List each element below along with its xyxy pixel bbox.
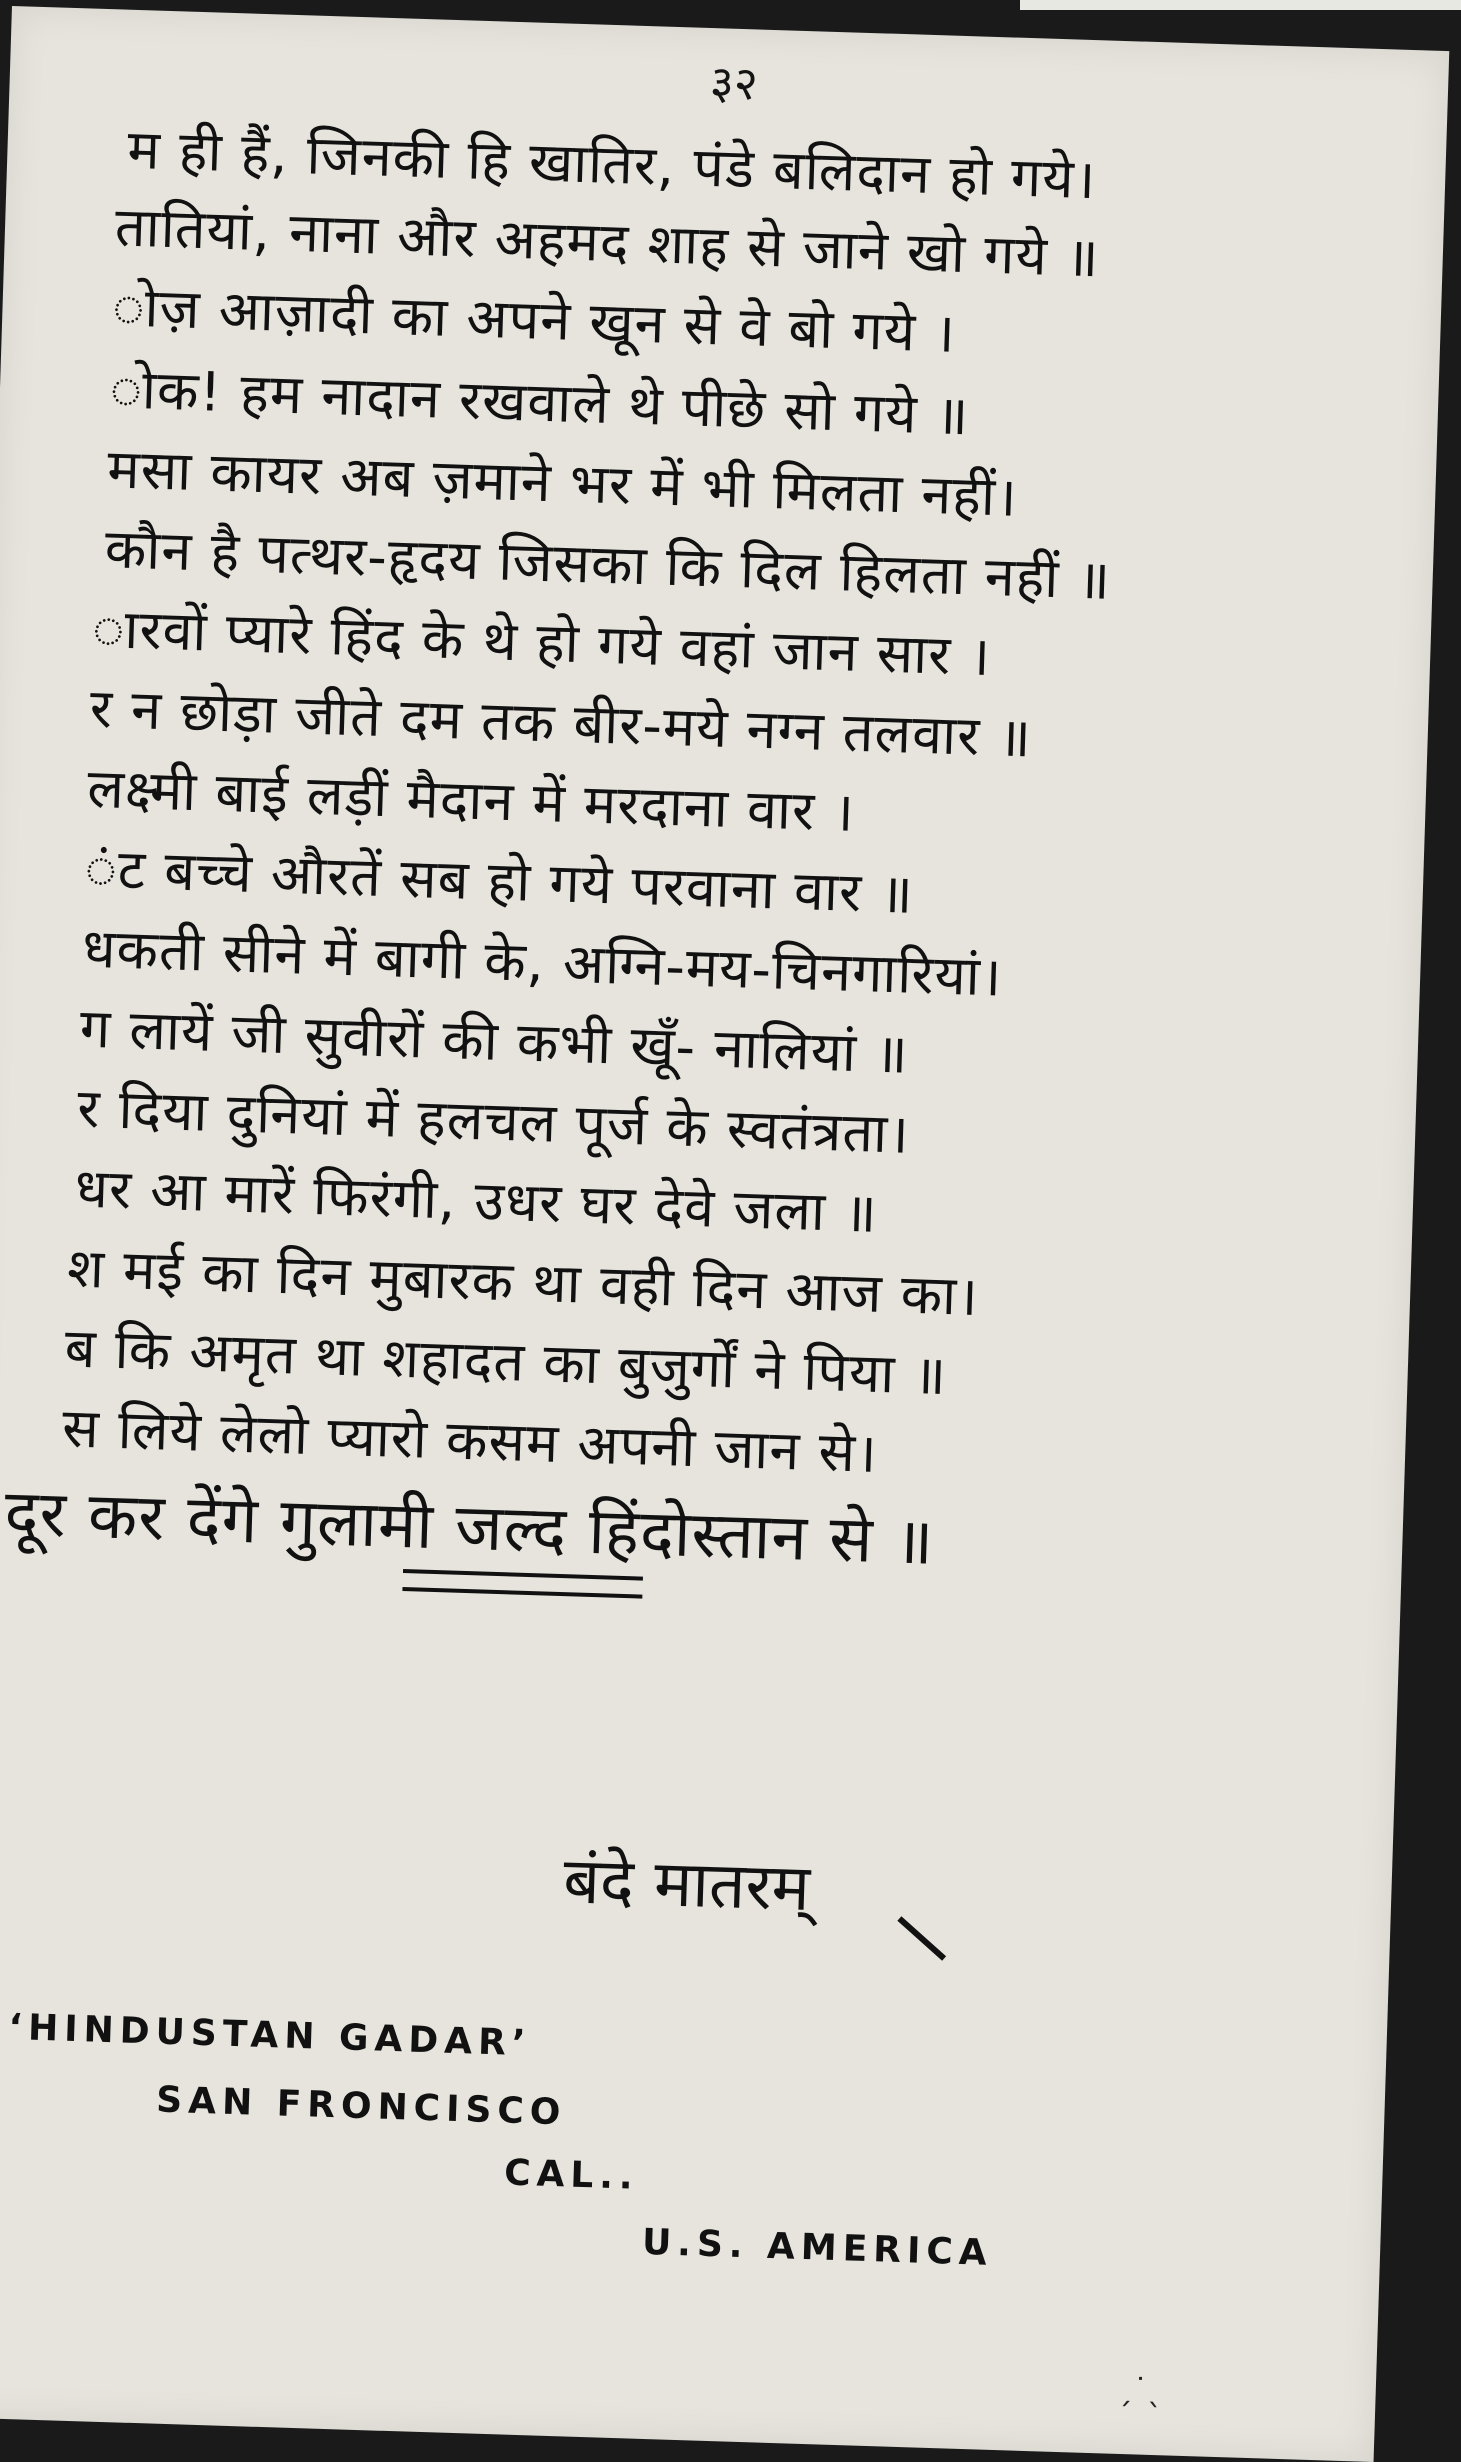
poem-line-5: मसा कायर अब ज़माने भर में भी मिलता नहीं। [106, 437, 1019, 529]
address-line-1: ‘HINDUSTAN GADAR’ [7, 2006, 533, 2065]
poem-line-4: ोक! हम नादान रखवाले थे पीछे सो गये ॥ [109, 357, 971, 448]
salutation-flourish [897, 1916, 946, 1960]
poem-line-15: श मई का दिन मुबारक था वही दिन आज का। [66, 1236, 980, 1328]
poem-line-7: ारवों प्यारे हिंद के थे हो गये वहां जान सार । [91, 596, 992, 689]
salutation: बंदे मातरम् [562, 1844, 812, 1926]
poem-line-11: धकती सीने में बागी के, अग्नि-मय-चिनगारियां। [81, 916, 1004, 1009]
poem-line-16: ब कि अमृत था शहादत का बुजुर्गों ने पिया ॥ [63, 1316, 948, 1408]
closing-line: दूर कर देंगे गुलामी जल्द हिंदोस्तान से ॥ [3, 1476, 936, 1580]
address-line-3: CAL.. [503, 2152, 640, 2198]
poem-line-6: कौन है पत्थर-हृदय जिसका कि दिल हिलता नहीं ॥ [104, 517, 1112, 612]
poem-line-1: म ही हैं, जिनकी हि खातिर, पंडे बलिदान हो गये। [126, 117, 1098, 212]
poem-line-8: र न छोड़ा जीते दम तक बीर-मये नग्न तलवार ॥ [88, 676, 1033, 770]
address-line-2: SAN FRONCISCO [155, 2079, 568, 2134]
poem-line-9: लक्ष्मी बाई लड़ीं मैदान में मरदाना वार । [86, 756, 856, 844]
background-strip [1020, 0, 1461, 10]
poem-line-13: र दिया दुनियां में हलचल पूर्ज के स्वतंत्रता। [76, 1076, 911, 1166]
page-number: ३२ [709, 54, 759, 111]
address-line-4: U.S. AMERICA [641, 2221, 994, 2274]
poem-line-17: स लिये लेलो प्यारो कसम अपनी जान से। [61, 1396, 879, 1485]
double-underline [402, 1569, 643, 1599]
ink-smudge: ˏ˙ˎ [1117, 2371, 1164, 2409]
document-page [0, 6, 1449, 2462]
poem-line-14: धर आ मारें फिरंगी, उधर घर देवे जला ॥ [73, 1156, 879, 1245]
poem-line-2: तातियां, नाना और अहमद शाह से जाने खो गये ॥ [114, 195, 1101, 290]
poem-line-12: ग लायें जी सुवीरों की कभी खूँ- नालियां ॥ [78, 996, 910, 1086]
poem-line-10: ंट बच्चे औरतें सब हो गये परवाना वार ॥ [83, 836, 915, 926]
poem-line-3: ोज़ आज़ादी का अपने खून से वे बो गये । [111, 275, 957, 365]
